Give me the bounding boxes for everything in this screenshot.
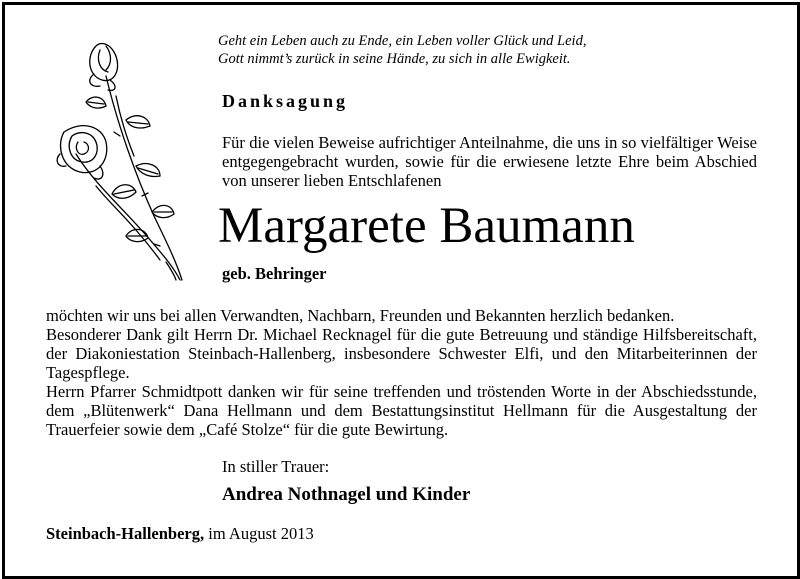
mourning-label: In stiller Trauer: [222,457,330,476]
place: Steinbach-Hallenberg, [46,524,205,543]
verse [218,32,586,68]
intro-paragraph: Für die vielen Beweise aufrichtiger Anteilnahme, die uns in so vielfältiger Weise entgegengebracht wurden, sowie für die erwiesene letzte Ehre beim Abschied von unserer lieben Entschlafenen [222,133,757,190]
thanks-paragraph-2: Besonderer Dank gilt Herrn Dr. Michael Recknagel für die gute Betreuung und ständige Hilfsbereitschaft, der Diakoniestation Steinbach-Hallenberg, insbesondere Schwester Elfi, und den Mitarbeiterinnen der Tagespflege. [46,325,757,382]
date: im August 2013 [208,524,314,543]
thanks-paragraph-3: Herrn Pfarrer Schmidtpott danken wir für seine treffenden und tröstenden Worte in der Abschiedsstunde, dem „Blütenwerk“ Dana Hellmann und dem Bestattungsinstitut Hellmann für die Ausgestaltung der Trauerfeier sowie dem „Café Stolze“ für die gute Bewirtung. [46,382,757,439]
signers: Andrea Nothnagel und Kinder [222,484,471,505]
thanks-paragraph-1: möchten wir uns bei allen Verwandten, Nachbarn, Freunden und Bekannten herzlich bedanken. [46,306,675,325]
verse-line-1: Geht ein Leben auch zu Ende, ein Leben voller Glück und Leid, [218,33,587,49]
place-date [46,524,314,544]
thanks-body [46,306,757,439]
heading: Danksagung [222,91,349,111]
verse-line-2: Gott nimmt’s zurück in seine Hände, zu sich in alle Ewigkeit. [218,51,571,67]
deceased-name: Margarete Baumann [218,198,635,254]
rose-icon [56,36,186,284]
maiden-name: geb. Behringer [222,264,327,283]
